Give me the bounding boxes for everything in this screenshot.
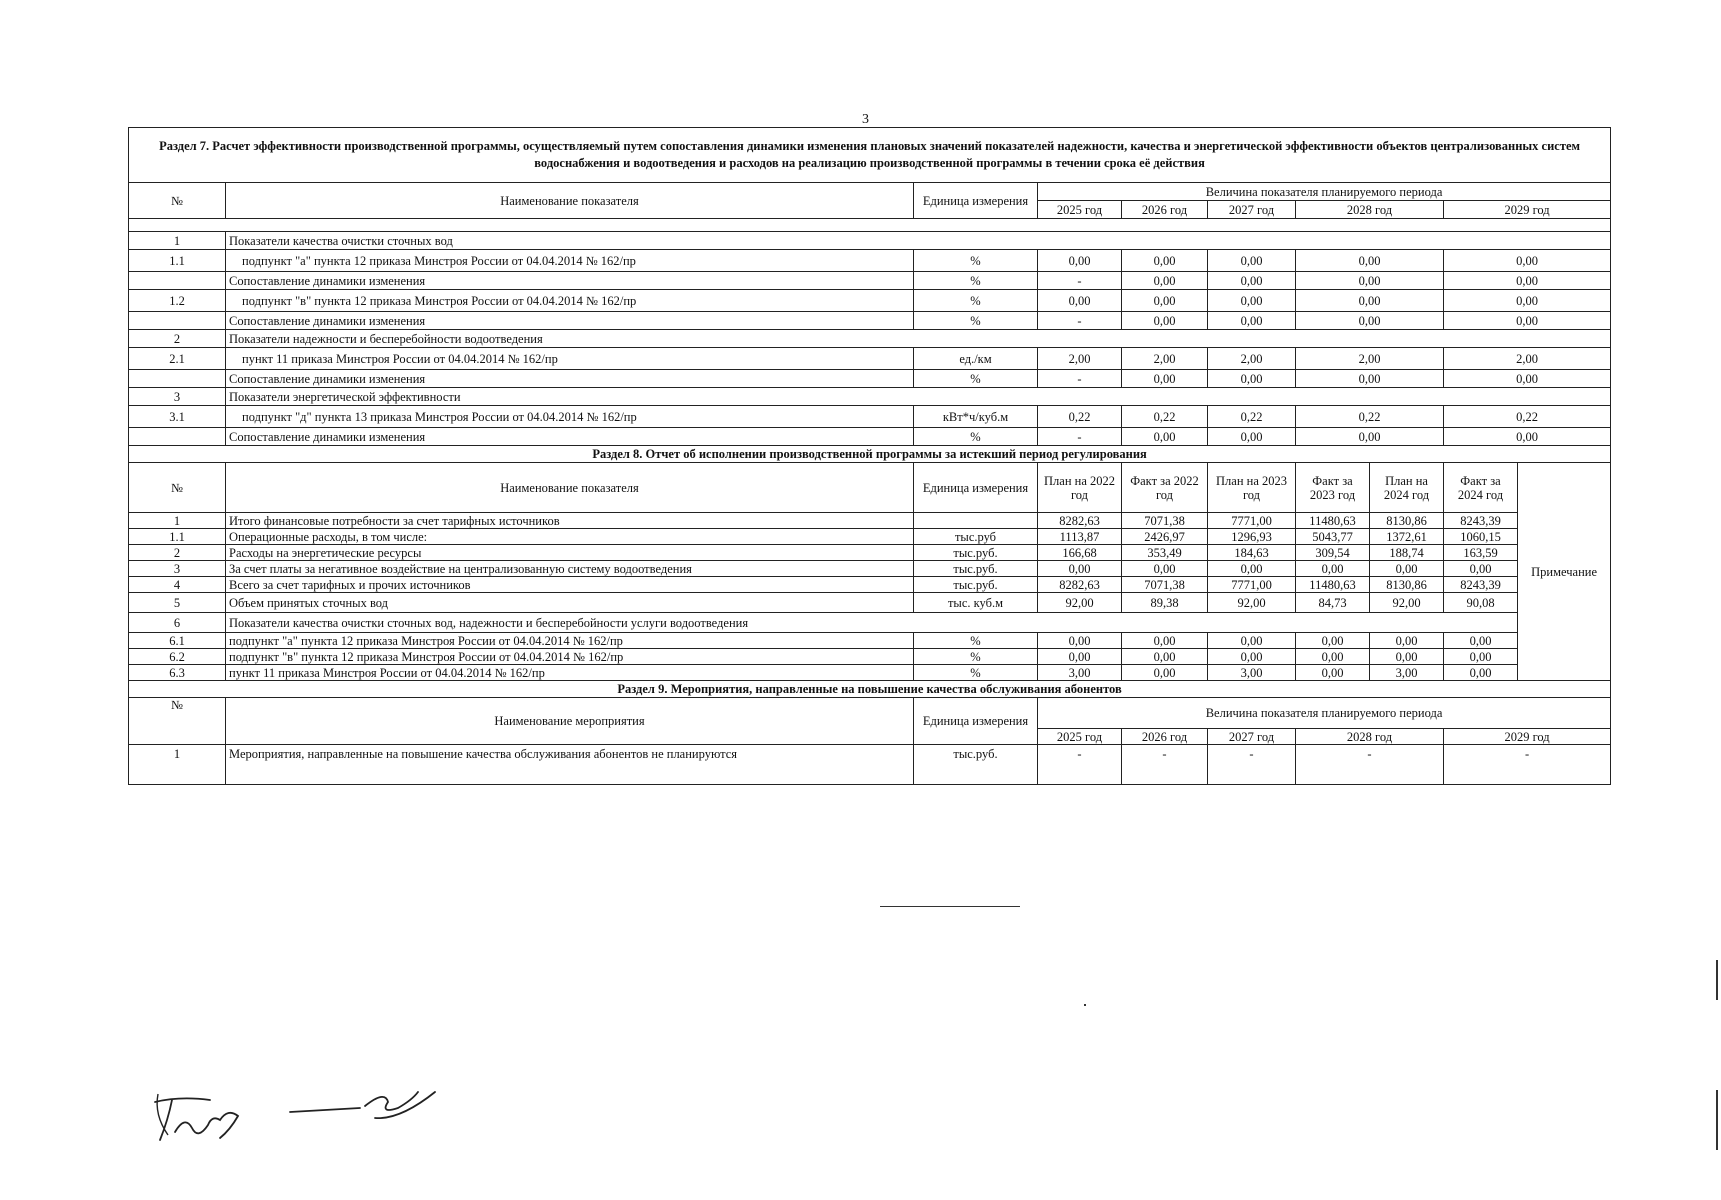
indicator-name: Всего за счет тарифных и прочих источников <box>226 577 914 593</box>
value: 0,00 <box>1122 272 1208 290</box>
table-row <box>129 250 1611 272</box>
value: 353,49 <box>1122 545 1208 561</box>
row-number: 1.1 <box>129 250 226 272</box>
header-unit: Единица измерения <box>914 698 1038 745</box>
value: 2,00 <box>1296 348 1444 370</box>
header-year: 2029 год <box>1444 729 1611 745</box>
table-row <box>129 577 1611 593</box>
value: 0,00 <box>1038 649 1122 665</box>
group-title: Показатели надежности и бесперебойности водоотведения <box>226 330 1611 348</box>
table-row <box>129 388 1611 406</box>
table-row <box>129 219 1611 232</box>
value: 0,22 <box>1208 406 1296 428</box>
unit: ед./км <box>914 348 1038 370</box>
row-number: 1.2 <box>129 290 226 312</box>
value: 0,00 <box>1296 665 1370 681</box>
value: 166,68 <box>1038 545 1122 561</box>
value: 1372,61 <box>1370 529 1444 545</box>
value: 0,00 <box>1444 561 1518 577</box>
value: 0,00 <box>1296 370 1444 388</box>
row-number: 6.3 <box>129 665 226 681</box>
unit: тыс.руб. <box>914 561 1038 577</box>
header-period: Величина показателя планируемого периода <box>1038 183 1611 201</box>
table-row <box>129 561 1611 577</box>
table-row <box>129 665 1611 681</box>
value: 0,00 <box>1122 290 1208 312</box>
value: - <box>1038 428 1122 446</box>
header-year: 2025 год <box>1038 201 1122 219</box>
spacer-cell <box>226 219 914 232</box>
value: 8282,63 <box>1038 513 1122 529</box>
value: 184,63 <box>1208 545 1296 561</box>
table-row <box>129 529 1611 545</box>
row-number <box>129 370 226 388</box>
spacer-cell <box>1518 219 1611 232</box>
value: 2,00 <box>1444 348 1611 370</box>
indicator-name: пункт 11 приказа Минстроя России от 04.04.2014 № 162/пр <box>226 348 914 370</box>
value: 0,00 <box>1296 649 1370 665</box>
value: 0,22 <box>1122 406 1208 428</box>
value: 0,00 <box>1122 250 1208 272</box>
value: 0,00 <box>1208 272 1296 290</box>
value: 3,00 <box>1208 665 1296 681</box>
header-column: План на 2023 год <box>1208 463 1296 513</box>
header-period: Величина показателя планируемого периода <box>1038 698 1611 729</box>
value: 1296,93 <box>1208 529 1296 545</box>
header-year: 2025 год <box>1038 729 1122 745</box>
unit <box>914 513 1038 529</box>
row-number: 2.1 <box>129 348 226 370</box>
value: 0,00 <box>1208 250 1296 272</box>
row-number: 1 <box>129 513 226 529</box>
header-year: 2027 год <box>1208 729 1296 745</box>
header-year: 2029 год <box>1444 201 1611 219</box>
table-row <box>129 128 1611 183</box>
value: 92,00 <box>1208 593 1296 613</box>
row-number: 6 <box>129 613 226 633</box>
value: 0,00 <box>1296 272 1444 290</box>
value: 3,00 <box>1370 665 1444 681</box>
spacer-cell <box>1444 219 1518 232</box>
value: 0,00 <box>1444 250 1611 272</box>
unit: % <box>914 290 1038 312</box>
unit: % <box>914 312 1038 330</box>
table-row <box>129 232 1611 250</box>
section-9-title: Раздел 9. Мероприятия, направленные на повышение качества обслуживания абонентов <box>129 681 1611 698</box>
scan-edge-mark <box>1716 1090 1718 1150</box>
spacer-cell <box>1296 219 1370 232</box>
section-8-title: Раздел 8. Отчет об исполнении производственной программы за истекший период регулирования <box>129 446 1611 463</box>
value: 0,00 <box>1122 633 1208 649</box>
value: 90,08 <box>1444 593 1518 613</box>
value: 0,00 <box>1370 633 1444 649</box>
table-row <box>129 312 1611 330</box>
value: 0,00 <box>1208 290 1296 312</box>
scan-dot <box>1084 1004 1086 1006</box>
indicator-name: Итого финансовые потребности за счет тарифных источников <box>226 513 914 529</box>
page-number: 3 <box>862 112 869 127</box>
header-column: План на 2022 год <box>1038 463 1122 513</box>
value: 0,00 <box>1296 290 1444 312</box>
value: 5043,77 <box>1296 529 1370 545</box>
unit: % <box>914 633 1038 649</box>
activity-name: Мероприятия, направленные на повышение качества обслуживания абонентов не планируются <box>226 745 914 785</box>
unit: тыс.руб. <box>914 745 1038 785</box>
table-row <box>129 272 1611 290</box>
spacer-cell <box>1208 219 1296 232</box>
value: 309,54 <box>1296 545 1370 561</box>
indicator-name: Сопоставление динамики изменения <box>226 312 914 330</box>
row-number: 6.2 <box>129 649 226 665</box>
spacer-cell <box>1122 219 1208 232</box>
unit: кВт*ч/куб.м <box>914 406 1038 428</box>
value: - <box>1038 272 1122 290</box>
unit: тыс. куб.м <box>914 593 1038 613</box>
header-no: № <box>129 183 226 219</box>
row-number: 2 <box>129 545 226 561</box>
header-year: 2026 год <box>1122 729 1208 745</box>
value: 3,00 <box>1038 665 1122 681</box>
value: 0,00 <box>1444 370 1611 388</box>
value: 7071,38 <box>1122 577 1208 593</box>
table-row <box>129 446 1611 463</box>
row-number: 6.1 <box>129 633 226 649</box>
row-number: 1 <box>129 232 226 250</box>
value: 0,00 <box>1444 312 1611 330</box>
indicator-name: Сопоставление динамики изменения <box>226 370 914 388</box>
table-row <box>129 513 1611 529</box>
value: 1060,15 <box>1444 529 1518 545</box>
header-year: 2028 год <box>1296 729 1444 745</box>
value: 89,38 <box>1122 593 1208 613</box>
value: 0,00 <box>1122 312 1208 330</box>
value: 0,00 <box>1296 428 1444 446</box>
value: - <box>1208 745 1296 785</box>
document-table-wrapper <box>128 127 1610 785</box>
spacer-cell <box>914 219 1038 232</box>
value: 0,00 <box>1208 561 1296 577</box>
value: 0,00 <box>1122 665 1208 681</box>
indicator-name: За счет платы за негативное воздействие на централизованную систему водоотведения <box>226 561 914 577</box>
value: 2,00 <box>1038 348 1122 370</box>
value: 0,00 <box>1296 250 1444 272</box>
indicator-name: пункт 11 приказа Минстроя России от 04.04.2014 № 162/пр <box>226 665 914 681</box>
table-row <box>129 545 1611 561</box>
row-number: 3 <box>129 388 226 406</box>
value: 8130,86 <box>1370 513 1444 529</box>
header-column: План на 2024 год <box>1370 463 1444 513</box>
value: 1113,87 <box>1038 529 1122 545</box>
value: 0,22 <box>1038 406 1122 428</box>
table-row <box>129 290 1611 312</box>
value: 0,00 <box>1444 272 1611 290</box>
header-unit: Единица измерения <box>914 183 1038 219</box>
value: 92,00 <box>1370 593 1444 613</box>
value: 0,00 <box>1038 250 1122 272</box>
table-row <box>129 698 1611 729</box>
value: 8243,39 <box>1444 513 1518 529</box>
indicator-name: подпункт "а" пункта 12 приказа Минстроя России от 04.04.2014 № 162/пр <box>226 250 914 272</box>
table-row <box>129 406 1611 428</box>
unit: тыс.руб <box>914 529 1038 545</box>
indicator-name: подпункт "а" пункта 12 приказа Минстроя России от 04.04.2014 № 162/пр <box>226 633 914 649</box>
value: 0,00 <box>1122 370 1208 388</box>
footer-rule <box>880 906 1020 907</box>
value: 0,00 <box>1038 633 1122 649</box>
indicator-name: подпункт "в" пункта 12 приказа Минстроя России от 04.04.2014 № 162/пр <box>226 290 914 312</box>
spacer-cell <box>129 219 226 232</box>
value: 0,00 <box>1444 665 1518 681</box>
table-row <box>129 428 1611 446</box>
scan-edge-mark <box>1716 960 1718 1000</box>
indicator-name: Операционные расходы, в том числе: <box>226 529 914 545</box>
value: 0,00 <box>1208 312 1296 330</box>
header-unit: Единица измерения <box>914 463 1038 513</box>
value: - <box>1122 745 1208 785</box>
handwritten-signature <box>150 1080 440 1150</box>
table-row <box>129 649 1611 665</box>
value: 11480,63 <box>1296 577 1370 593</box>
value: 0,00 <box>1370 649 1444 665</box>
indicator-name: Сопоставление динамики изменения <box>226 272 914 290</box>
unit: % <box>914 665 1038 681</box>
unit: % <box>914 428 1038 446</box>
row-number: 4 <box>129 577 226 593</box>
header-name: Наименование показателя <box>226 183 914 219</box>
header-year: 2026 год <box>1122 201 1208 219</box>
value: 0,00 <box>1296 633 1370 649</box>
indicator-name: подпункт "в" пункта 12 приказа Минстроя России от 04.04.2014 № 162/пр <box>226 649 914 665</box>
value: - <box>1296 745 1444 785</box>
value: 0,00 <box>1038 561 1122 577</box>
value: 8130,86 <box>1370 577 1444 593</box>
value: 188,74 <box>1370 545 1444 561</box>
table-row <box>129 348 1611 370</box>
unit: тыс.руб. <box>914 545 1038 561</box>
value: 92,00 <box>1038 593 1122 613</box>
unit: тыс.руб. <box>914 577 1038 593</box>
value: 0,00 <box>1444 649 1518 665</box>
value: 0,22 <box>1444 406 1611 428</box>
row-number: 1 <box>129 745 226 785</box>
value: 8282,63 <box>1038 577 1122 593</box>
group-title: Показатели качества очистки сточных вод <box>226 232 1611 250</box>
indicator-name: Объем принятых сточных вод <box>226 593 914 613</box>
section-7-title: Раздел 7. Расчет эффективности производственной программы, осуществляемый путем сопоставления динамики изменения плановых значений показателей надежности, качества и энергетической эффективности объектов централизованных систем водоснабжения и водоотведения и расходов на реализацию производственной программы в течении срока её действия <box>129 128 1611 183</box>
header-name: Наименование мероприятия <box>226 698 914 745</box>
indicator-name: подпункт "д" пункта 13 приказа Минстроя России от 04.04.2014 № 162/пр <box>226 406 914 428</box>
header-column: Факт за 2022 год <box>1122 463 1208 513</box>
header-year: 2028 год <box>1296 201 1444 219</box>
spacer-cell <box>1038 219 1122 232</box>
value: 2426,97 <box>1122 529 1208 545</box>
table-row <box>129 183 1611 201</box>
unit: % <box>914 250 1038 272</box>
value: 0,00 <box>1208 633 1296 649</box>
table-row <box>129 370 1611 388</box>
value: - <box>1038 370 1122 388</box>
value: - <box>1444 745 1611 785</box>
value: 0,00 <box>1444 290 1611 312</box>
value: 0,22 <box>1296 406 1444 428</box>
group-title: Показатели качества очистки сточных вод, надежности и бесперебойности услуги водоотведения <box>226 613 1518 633</box>
value: 0,00 <box>1296 312 1444 330</box>
value: 163,59 <box>1444 545 1518 561</box>
value: 0,00 <box>1444 428 1611 446</box>
unit: % <box>914 649 1038 665</box>
value: 11480,63 <box>1296 513 1370 529</box>
spacer-cell <box>1370 219 1444 232</box>
table-row <box>129 681 1611 698</box>
value: 2,00 <box>1208 348 1296 370</box>
value: 7771,00 <box>1208 577 1296 593</box>
value: 0,00 <box>1444 633 1518 649</box>
indicator-name: Сопоставление динамики изменения <box>226 428 914 446</box>
header-name: Наименование показателя <box>226 463 914 513</box>
value: 7771,00 <box>1208 513 1296 529</box>
header-column: Факт за 2024 год <box>1444 463 1518 513</box>
unit: % <box>914 272 1038 290</box>
table-row <box>129 745 1611 785</box>
value: - <box>1038 312 1122 330</box>
value: 0,00 <box>1122 649 1208 665</box>
row-number <box>129 272 226 290</box>
row-number <box>129 312 226 330</box>
row-number: 5 <box>129 593 226 613</box>
value: 8243,39 <box>1444 577 1518 593</box>
row-number: 3 <box>129 561 226 577</box>
value: 0,00 <box>1038 290 1122 312</box>
value: 2,00 <box>1122 348 1208 370</box>
header-no: № <box>129 698 226 745</box>
unit: % <box>914 370 1038 388</box>
value: 0,00 <box>1122 561 1208 577</box>
row-number: 3.1 <box>129 406 226 428</box>
document-table <box>128 127 1611 785</box>
value: 0,00 <box>1370 561 1444 577</box>
header-column: Факт за 2023 год <box>1296 463 1370 513</box>
table-row <box>129 593 1611 613</box>
value: - <box>1038 745 1122 785</box>
value: 84,73 <box>1296 593 1370 613</box>
value: 0,00 <box>1208 649 1296 665</box>
table-row <box>129 330 1611 348</box>
header-no: № <box>129 463 226 513</box>
value: 0,00 <box>1296 561 1370 577</box>
table-row <box>129 463 1611 513</box>
value: 0,00 <box>1122 428 1208 446</box>
group-title: Показатели энергетической эффективности <box>226 388 1611 406</box>
indicator-name: Расходы на энергетические ресурсы <box>226 545 914 561</box>
value: 0,00 <box>1208 370 1296 388</box>
header-note: Примечание <box>1518 463 1611 681</box>
row-number: 1.1 <box>129 529 226 545</box>
table-row <box>129 633 1611 649</box>
row-number: 2 <box>129 330 226 348</box>
header-year: 2027 год <box>1208 201 1296 219</box>
value: 7071,38 <box>1122 513 1208 529</box>
row-number <box>129 428 226 446</box>
table-row <box>129 613 1611 633</box>
value: 0,00 <box>1208 428 1296 446</box>
